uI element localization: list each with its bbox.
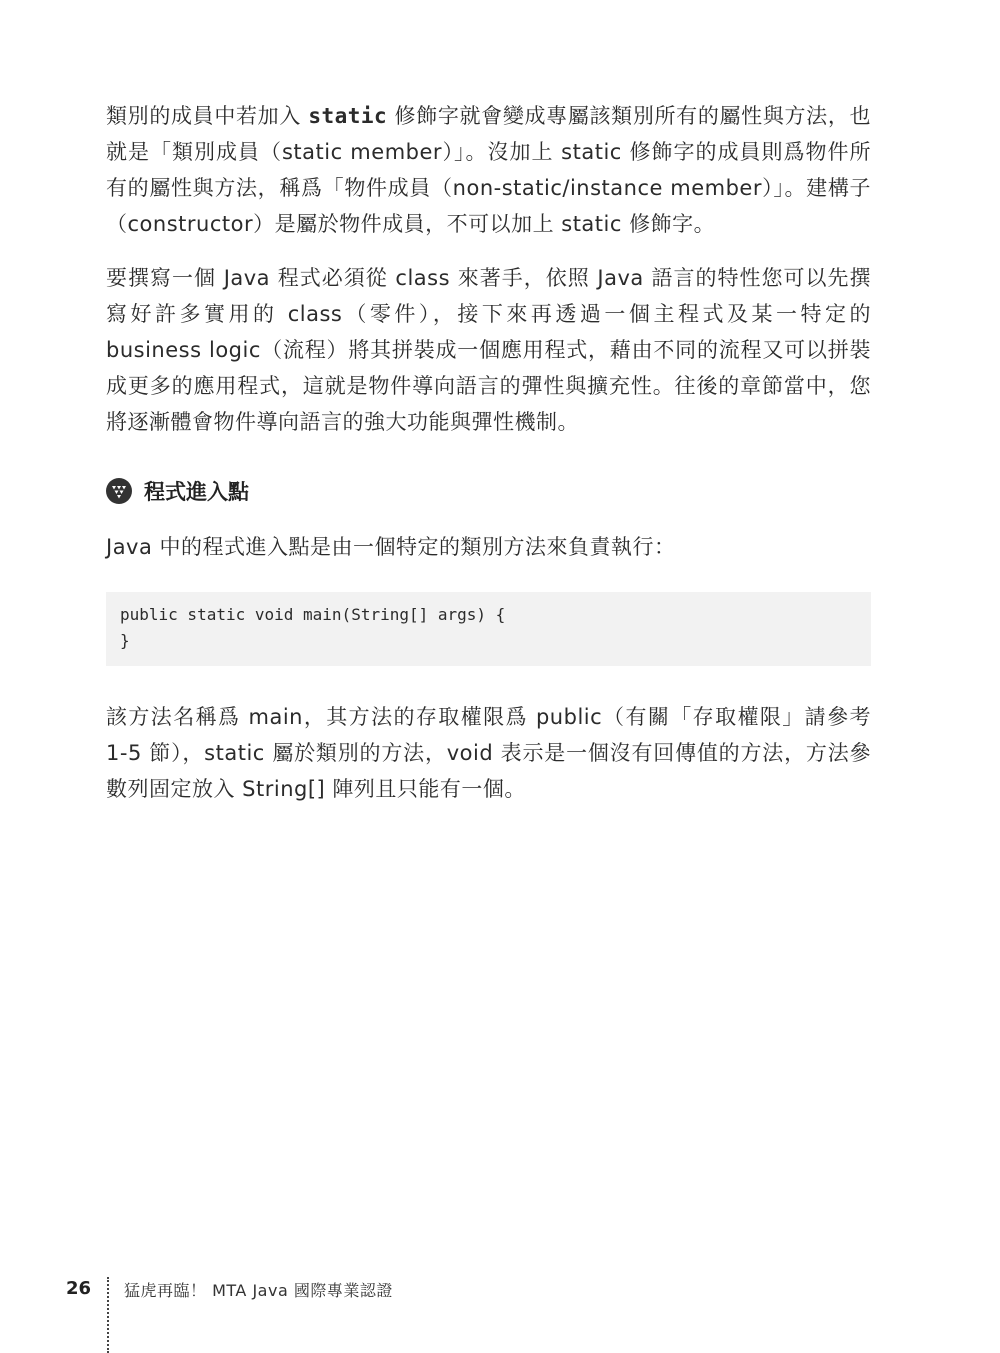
book-title: 猛虎再臨！ MTA Java 國際專業認證 <box>124 1281 393 1300</box>
footer-divider <box>107 1277 109 1353</box>
paragraph-java-class: 要撰寫一個 Java 程式必須從 class 來著手，依照 Java 語言的特性您可以先撰寫好許多實用的 class（零件），接下來再透過一個主程式及某一特定的 business logic（流程）將其拼裝成一個應用程式，藉由不同的流程又可以拼裝成更多的應用程式，這就是物件導向語言的彈性與擴充性。往後的章節當中，您將逐漸體會物件導向語言的強大功能與彈性機制。 <box>106 266 871 434</box>
page-content <box>106 98 871 807</box>
paragraph-main-method: 該方法名稱爲 main，其方法的存取權限爲 public（有關「存取權限」請參考 1-5 節），static 屬於類別的方法，void 表示是一個沒有回傳值的方法，方法參數列固定放入 String[] 陣列且只能有一個。 <box>106 705 871 801</box>
page-number: 26 <box>66 1278 92 1299</box>
triangle-badge-icon <box>106 478 132 504</box>
section-heading <box>106 473 871 509</box>
code-line: public static void main(String[] args) { <box>120 605 506 624</box>
code-block <box>106 592 871 666</box>
entry-point-intro: Java 中的程式進入點是由一個特定的類別方法來負責執行： <box>106 535 676 559</box>
paragraph-static-members-after: 修飾字就會變成專屬該類別所有的屬性與方法，也就是「類別成員（static member）」。沒加上 static 修飾字的成員則爲物件所有的屬性與方法，稱爲「物件成員（non-static/instance member）」。建構子（constructor）是屬於物件成員，不可以加上 static 修飾字。 <box>106 104 871 236</box>
page-footer <box>0 1275 1000 1353</box>
paragraph-static-members <box>106 98 871 242</box>
static-keyword: static <box>308 104 388 128</box>
section-title: 程式進入點 <box>144 480 249 504</box>
paragraph-static-members-before: 類別的成員中若加入 <box>106 104 309 128</box>
code-line: } <box>120 631 130 650</box>
